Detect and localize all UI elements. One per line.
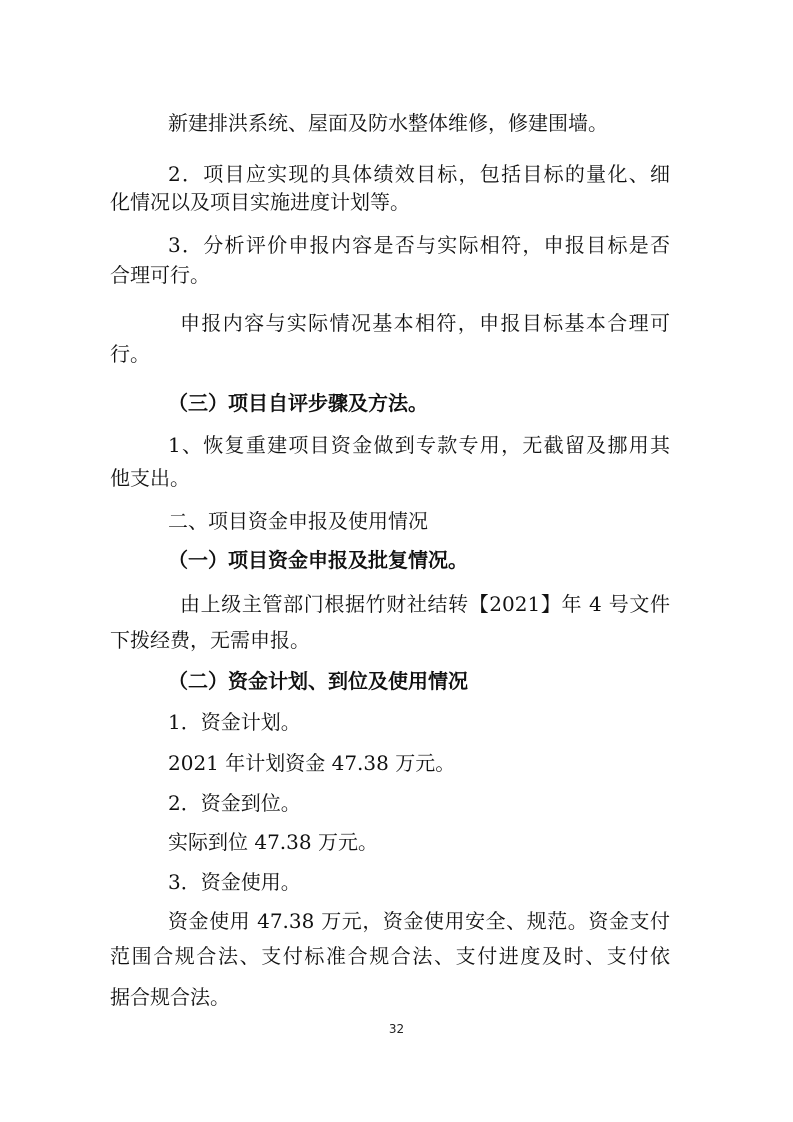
body-line: 下拨经费，无需申报。 [110,628,310,652]
body-line: 据合规合法。 [110,985,230,1009]
body-line: 合理可行。 [110,263,210,287]
body-line: 资金使用 47.38 万元，资金使用安全、规范。资金支付 [168,909,670,933]
body-line: 2021 年计划资金 47.38 万元。 [168,751,456,775]
page-number: 32 [388,1022,405,1036]
body-line: 由上级主管部门根据竹财社结转【2021】年 4 号文件 [180,592,670,616]
chapter-heading: 二、项目资金申报及使用情况 [168,509,428,533]
body-line: 新建排洪系统、屋面及防水整体维修，修建围墙。 [168,111,608,135]
body-line: 3．资金使用。 [168,870,301,894]
body-line: 1．资金计划。 [168,710,301,734]
body-line: 他支出。 [110,466,190,490]
body-line: 3．分析评价申报内容是否与实际相符，申报目标是否 [168,233,670,257]
body-line: 申报内容与实际情况基本相符，申报目标基本合理可 [180,311,670,335]
body-line: 行。 [110,342,150,366]
body-line: 2．项目应实现的具体绩效目标，包括目标的量化、细 [168,162,670,186]
section-heading: （三）项目自评步骤及方法。 [168,391,428,415]
body-line: 1、恢复重建项目资金做到专款专用，无截留及挪用其 [168,433,670,457]
body-line: 2．资金到位。 [168,791,301,815]
body-line: 实际到位 47.38 万元。 [168,830,378,854]
body-line: 范围合规合法、支付标准合规合法、支付进度及时、支付依 [110,944,670,968]
section-heading: （二）资金计划、到位及使用情况 [168,669,468,693]
body-line: 化情况以及项目实施进度计划等。 [110,190,410,214]
section-heading: （一）项目资金申报及批复情况。 [168,548,468,572]
